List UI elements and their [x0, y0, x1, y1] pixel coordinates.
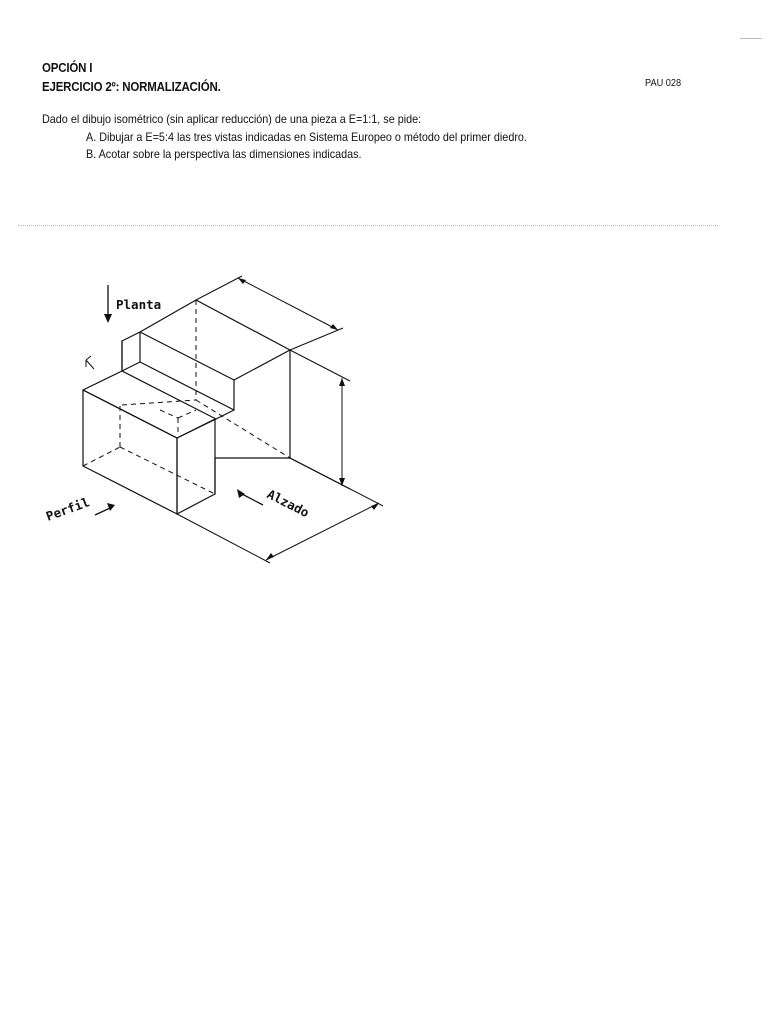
label-planta: Planta [116, 297, 162, 312]
alzado-arrow-icon [237, 489, 245, 498]
label-alzado: Alzado [264, 486, 312, 521]
planta-arrow-icon [104, 314, 112, 323]
statement-intro: Dado el dibujo isométrico (sin aplicar reducción) de una pieza a E=1:1, se pide: [42, 112, 422, 126]
exam-code: PAU 028 [645, 78, 682, 89]
dimension-lines [177, 276, 383, 563]
dimension-arrowheads [238, 278, 379, 560]
exercise-heading: EJERCICIO 2º: NORMALIZACIÓN. [42, 80, 221, 94]
corner-tick-icon [86, 356, 94, 369]
perfil-arrow-icon [107, 503, 115, 511]
piece-visible-edges [83, 300, 290, 514]
label-perfil: Perfil [43, 494, 92, 524]
statement-item-b: B. Acotar sobre la perspectiva las dimensiones indicadas. [86, 147, 362, 161]
statement-item-a: A. Dibujar a E=5:4 las tres vistas indicadas en Sistema Europeo o método del primer diedro. [86, 130, 527, 144]
option-heading: OPCIÓN I [42, 61, 93, 75]
piece-hidden-edges [83, 300, 290, 494]
